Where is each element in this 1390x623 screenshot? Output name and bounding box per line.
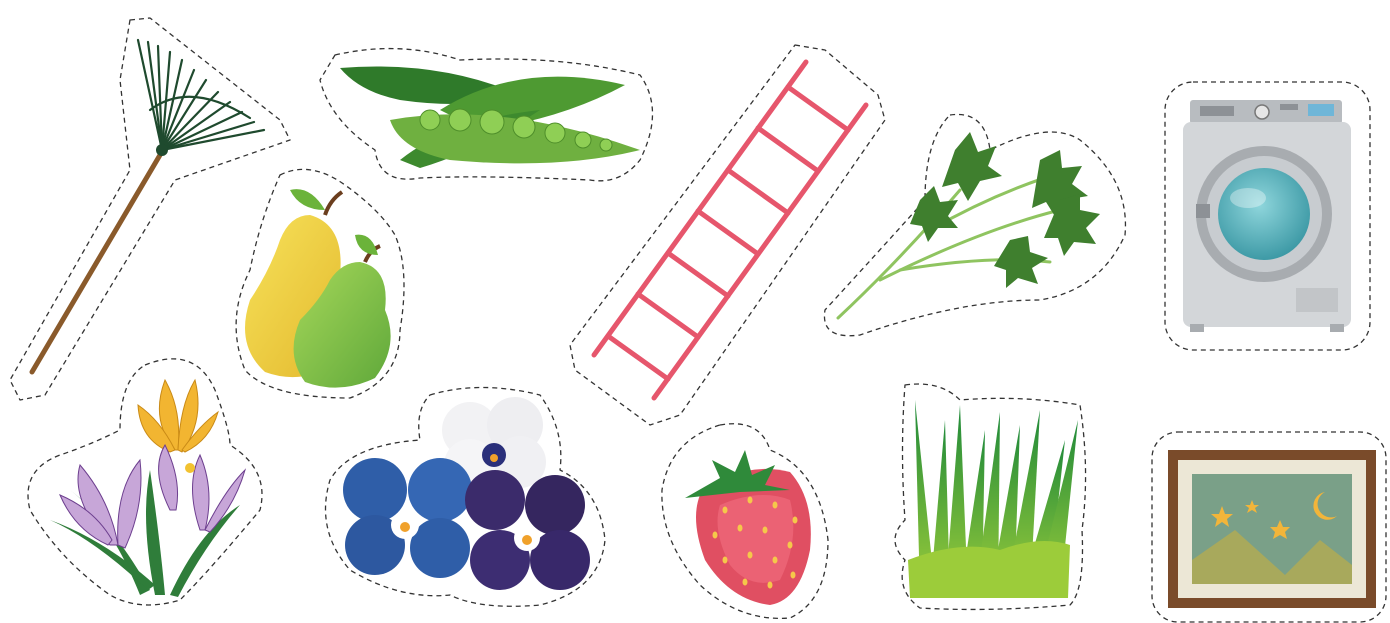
pea-pods-icon[interactable] [320,49,653,181]
grass-icon[interactable] [895,384,1086,609]
crocus-flowers-icon[interactable] [28,359,262,605]
washing-machine-icon[interactable] [1165,82,1370,350]
parsley-icon[interactable] [824,114,1125,335]
pansies-icon[interactable] [326,388,606,607]
ladder-icon[interactable] [570,45,885,425]
pears-icon[interactable] [236,169,404,398]
purple-pansy [465,470,590,590]
blue-pansy [343,458,472,578]
framed-picture-icon[interactable] [1152,432,1386,622]
strawberry-icon[interactable] [662,424,828,619]
